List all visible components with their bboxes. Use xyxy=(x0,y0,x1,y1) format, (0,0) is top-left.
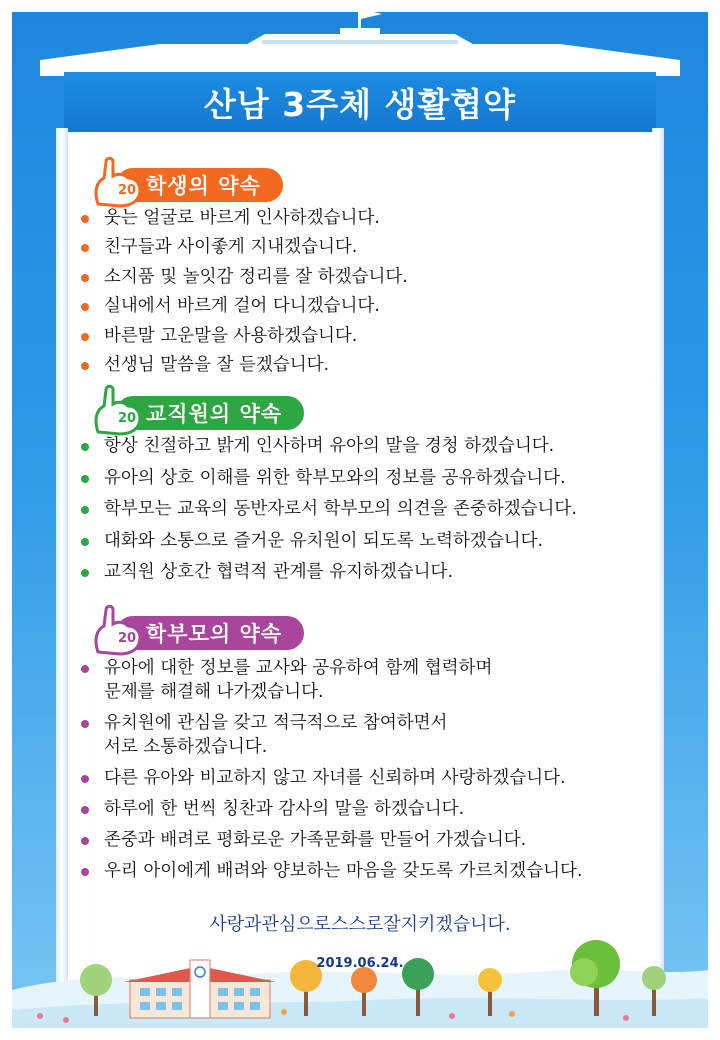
promise-text: 항상 친절하고 밝게 인사하며 유아의 말을 경청 하겠습니다. xyxy=(104,436,555,456)
parents-promise-list xyxy=(76,656,582,890)
promise-text: 서로 소통하겠습니다. xyxy=(104,737,268,757)
pointing-hand-icon xyxy=(90,154,146,208)
bullet-dot xyxy=(81,215,89,223)
list-item xyxy=(76,529,577,561)
list-item xyxy=(76,766,582,790)
list-item xyxy=(76,656,582,704)
section-heading: 학생의 약속 xyxy=(146,174,261,198)
pointing-hand-icon xyxy=(90,382,146,436)
promise-text: 선생님 말씀을 잘 듣겠습니다. xyxy=(104,354,330,375)
list-item xyxy=(76,828,582,852)
bullet-dot xyxy=(81,274,89,282)
svg-text:20: 20 xyxy=(118,183,137,198)
bullet-dot xyxy=(81,244,89,252)
bullet-dot xyxy=(81,475,89,483)
section-heading: 교직원의 약속 xyxy=(146,402,283,426)
students-promise-list xyxy=(76,206,408,382)
svg-text:20: 20 xyxy=(118,631,137,646)
list-item xyxy=(76,235,408,264)
promise-text: 친구들과 사이좋게 지내겠습니다. xyxy=(104,237,358,258)
promise-text: 학부모는 교육의 동반자로서 학부모의 의견을 존중하겠습니다. xyxy=(104,499,577,519)
list-item xyxy=(76,859,582,883)
bullet-dot xyxy=(81,362,89,370)
promise-text: 실내에서 바르게 걸어 다니겠습니다. xyxy=(104,296,380,317)
promise-text: 유아에 대한 정보를 교사와 공유하여 함께 협력하며 xyxy=(104,658,493,678)
bullet-dot xyxy=(81,506,89,514)
section-header-parents xyxy=(90,612,330,652)
promise-text: 유아의 상호 이해를 위한 학부모와의 정보를 공유하겠습니다. xyxy=(104,467,566,488)
bullet-dot xyxy=(81,303,89,311)
list-item xyxy=(76,206,408,235)
list-item xyxy=(76,265,408,294)
list-item xyxy=(76,466,577,498)
bullet-dot xyxy=(81,837,89,845)
pointing-hand-icon xyxy=(90,602,146,656)
bullet-dot xyxy=(81,538,89,546)
promise-text: 유치원에 관심을 갖고 적극적으로 참여하면서 xyxy=(104,713,448,733)
list-item xyxy=(76,560,577,592)
bullet-dot xyxy=(81,720,89,728)
promise-text: 소지품 및 놀잇감 정리를 잘 하겠습니다. xyxy=(104,266,408,287)
list-item xyxy=(76,353,408,382)
bullet-dot xyxy=(81,868,89,876)
left-pillar xyxy=(56,128,68,1008)
bullet-dot xyxy=(81,806,89,814)
section-header-students xyxy=(90,164,330,204)
title-banner xyxy=(64,72,656,132)
promise-text: 문제를 해결해 나가겠습니다. xyxy=(104,682,324,702)
closing-statement: 사랑과관심으로스스로잘지키겠습니다. xyxy=(209,914,511,935)
promise-text: 존중과 배려로 평화로운 가족문화를 만들어 가겠습니다. xyxy=(104,830,527,850)
list-item xyxy=(76,324,408,353)
kindergarten-scene-illustration xyxy=(12,930,708,1028)
bullet-dot xyxy=(81,569,89,577)
promise-text: 교직원 상호간 협력적 관계를 유지하겠습니다. xyxy=(104,562,454,582)
svg-text:20: 20 xyxy=(118,411,137,426)
promise-text: 우리 아이에게 배려와 양보하는 마음을 갖도록 가르치겠습니다. xyxy=(104,861,583,881)
bullet-dot xyxy=(81,665,89,673)
bullet-dot xyxy=(81,775,89,783)
section-heading: 학부모의 약속 xyxy=(146,622,283,646)
promise-text: 대화와 소통으로 즐거운 유치원이 되도록 노력하겠습니다. xyxy=(104,530,544,551)
bullet-dot xyxy=(81,443,89,451)
list-item xyxy=(76,797,582,821)
list-item xyxy=(76,497,577,529)
list-item xyxy=(76,434,577,466)
page-title: 산남 3주체 생활협약 xyxy=(204,84,516,124)
section-header-staff xyxy=(90,392,330,432)
staff-promise-list xyxy=(76,434,577,592)
promise-text: 다른 유아와 비교하지 않고 자녀를 신뢰하며 사랑하겠습니다. xyxy=(104,768,566,788)
promise-text: 바른말 고운말을 사용하겠습니다. xyxy=(104,325,358,346)
promise-text: 하루에 한 번씩 칭찬과 감사의 말을 하겠습니다. xyxy=(104,799,465,819)
list-item xyxy=(76,294,408,323)
list-item xyxy=(76,711,582,759)
promise-text: 웃는 얼굴로 바르게 인사하겠습니다. xyxy=(104,208,380,228)
signing-date: 2019.06.24. xyxy=(316,956,404,971)
bullet-dot xyxy=(81,333,89,341)
